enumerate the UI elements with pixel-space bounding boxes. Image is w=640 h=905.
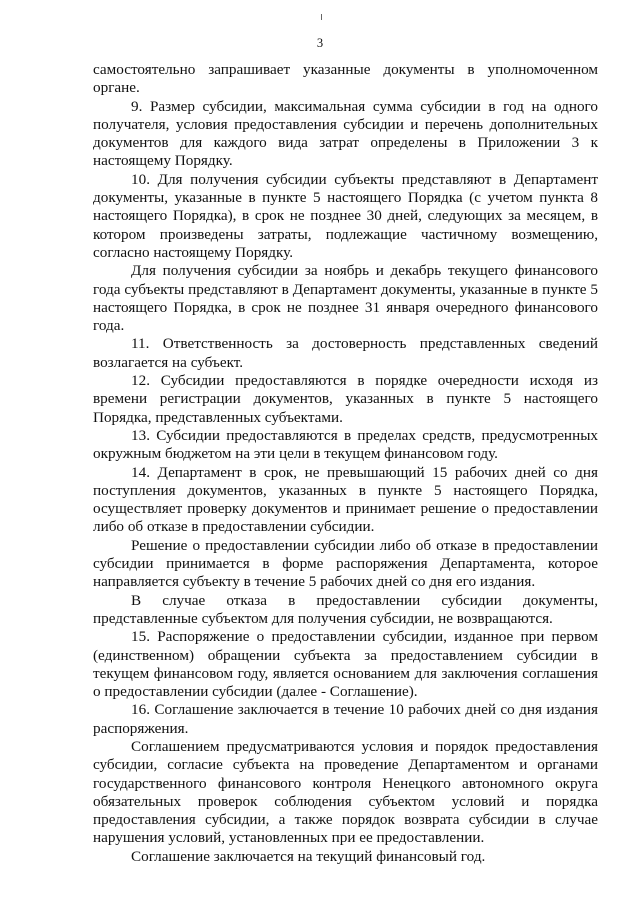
paragraph-12: 12. Субсидии предоставляются в порядке очередности исходя из времени регистрации документов, указанных в пункте 5 настоящего Порядка, представленных субъектами.: [93, 372, 598, 426]
paragraph-continuation: самостоятельно запрашивает указанные документы в уполномоченном органе.: [93, 61, 598, 97]
paragraph-10: 10. Для получения субсидии субъекты представляют в Департамент документы, указанные в пункте 5 настоящего Порядка (с учетом пункта 8 настоящего Порядка), в срок не позднее 30 дней, следующих за месяцем, в котором произведены затраты, подлежащие частичному возмещению, согласно настоящему Порядку.: [93, 170, 598, 261]
paragraph-16-part-2: Соглашением предусматриваются условия и порядок предоставления субсидии, согласие субъекта на проведение Департаментом и органами государственного финансового контроля Ненецкого автономного округа обязательных проверок соблюдения субъектом условий и порядка предоставления субсидии, а также порядок возврата субсидии в случае нарушения условий, установленных при ее предоставлении.: [93, 737, 598, 847]
paragraph-15: 15. Распоряжение о предоставлении субсидии, изданное при первом (единственном) обращении субъекта за предоставлением субсидии в текущем финансовом году, является основанием для заключения соглашения о предоставлении субсидии (далее - Соглашение).: [93, 628, 598, 701]
paragraph-14-part-3: В случае отказа в предоставлении субсидии документы, представленные субъектом для получения субсидии, не возвращаются.: [93, 591, 598, 627]
scan-mark: [321, 14, 322, 20]
paragraph-11: 11. Ответственность за достоверность представленных сведений возлагается на субъект.: [93, 335, 598, 371]
paragraph-14-part-2: Решение о предоставлении субсидии либо об отказе в предоставлении субсидии принимается в форме распоряжения Департамента, которое направляется субъекту в течение 5 рабочих дней со дня его издания.: [93, 536, 598, 591]
paragraph-9: 9. Размер субсидии, максимальная сумма субсидии в год на одного получателя, условия предоставления субсидии и перечень дополнительных документов для каждого вида затрат определены в Приложении 3 к настоящему Порядку.: [93, 97, 598, 170]
document-body: [93, 61, 598, 866]
paragraph-16-part-3: Соглашение заключается на текущий финансовый год.: [131, 847, 486, 865]
paragraph-14: 14. Департамент в срок, не превышающий 15 рабочих дней со дня поступления документов, указанных в пункте 5 настоящего Порядка, осуществляет проверку документов и принимает решение о предоставлении либо об отказе в предоставлении субсидии.: [93, 463, 598, 536]
page-number: 3: [316, 36, 324, 50]
paragraph-10-part-2: Для получения субсидии за ноябрь и декабрь текущего финансового года субъекты представляют в Департамент документы, указанные в пункте 5 настоящего Порядка, в срок не позднее 31 января очередного финансового года.: [93, 262, 598, 335]
paragraph-16: 16. Соглашение заключается в течение 10 рабочих дней со дня издания распоряжения.: [93, 701, 598, 737]
paragraph-13: 13. Субсидии предоставляются в пределах средств, предусмотренных окружным бюджетом на эти цели в текущем финансовом году.: [93, 426, 598, 463]
